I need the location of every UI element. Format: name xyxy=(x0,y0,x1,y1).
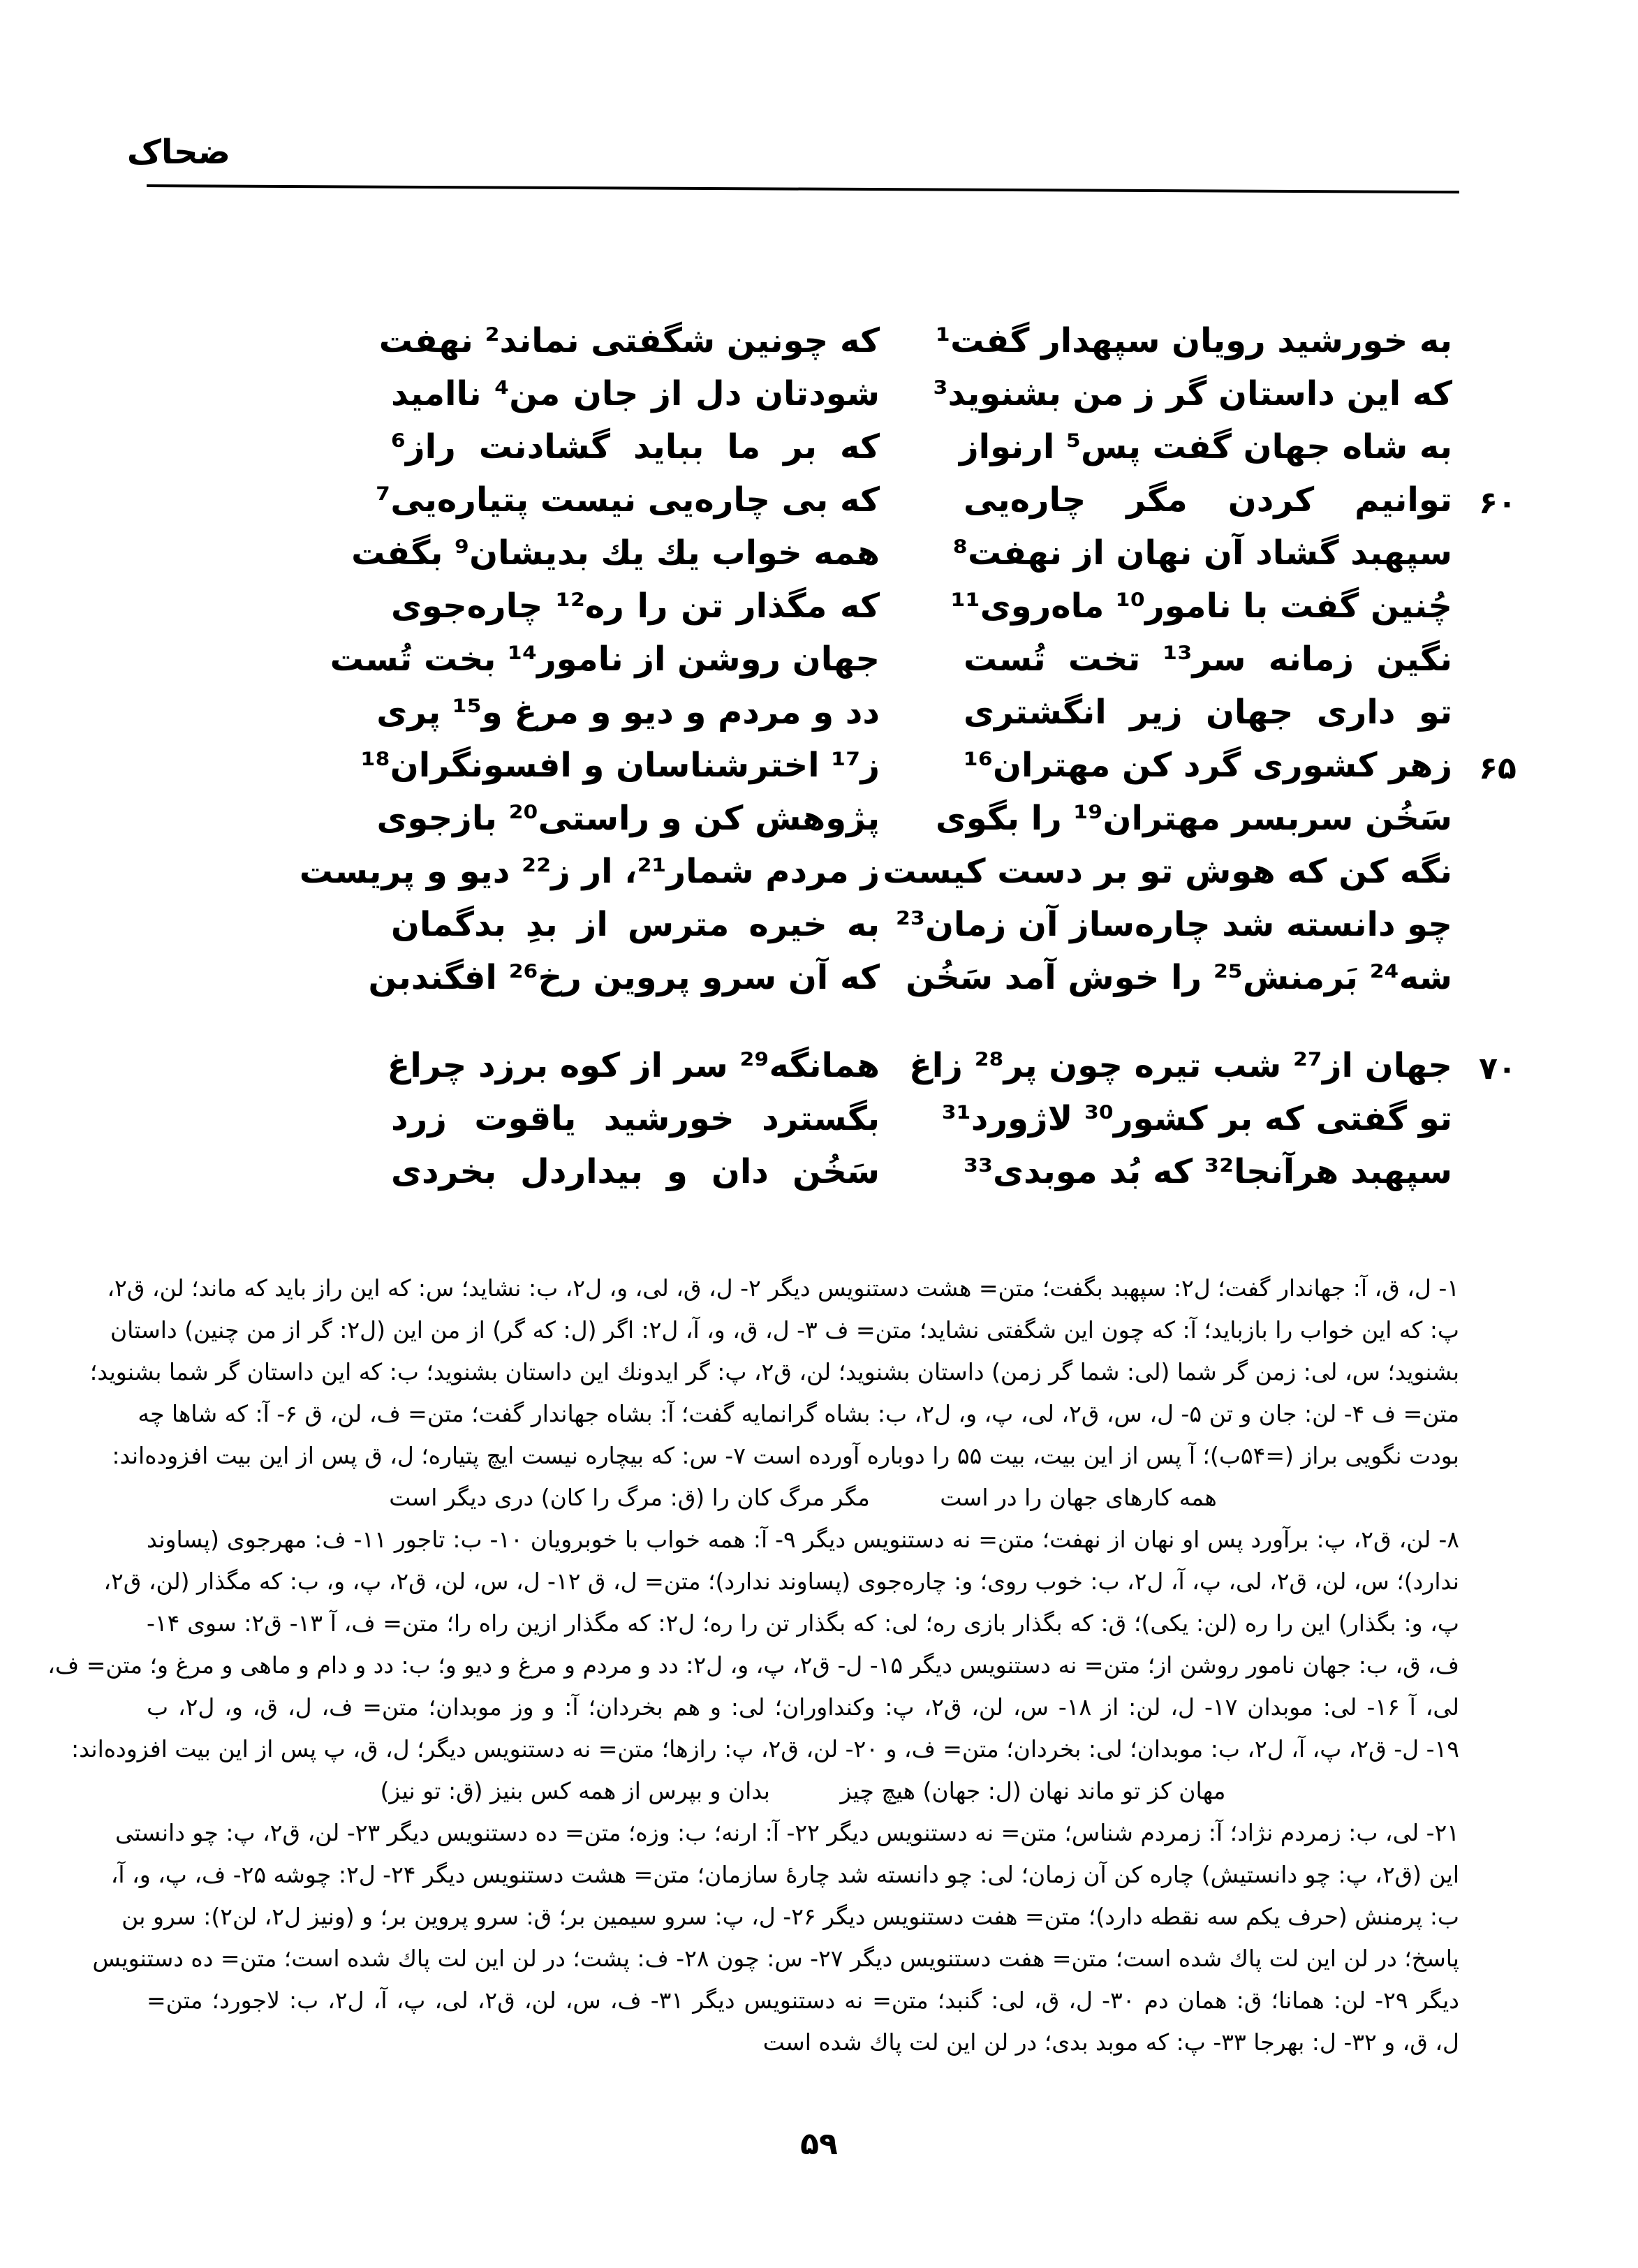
header-rule xyxy=(147,184,1459,193)
footnote-line: ف، ق، ب: جهان نامور روشن از؛ متن= نه دستنویس دیگر ۱۵- ل- ق۲، پ، و، ل۲: دد و مردم و مرغ و دیو و؛ ب: دد و دام و ماهی و مرغ و؛ متن= ف، xyxy=(47,1651,1459,1679)
hemistich-second: که آن سرو پروین رخ²⁶ افگندبن xyxy=(368,958,880,997)
inserted-verse-second: بدان و بپرس از همه کس بنیز (ق: تو نیز) xyxy=(380,1777,770,1804)
footnote-line: ۱- ل، ق، آ: جهاندار گفت؛ ل۲: سپهبد بگفت؛ متن= هشت دستنویس دیگر ۲- ل، ق، لی، و، ل۲، ب: نشاید؛ س: که این راز باید که ماند؛ لن، ق۲، xyxy=(107,1274,1459,1302)
beyt-row xyxy=(237,526,1452,580)
footnote-line: پاسخ؛ در لن این لت پاك شده است؛ متن= هفت دستنویس دیگر ۲۷- س: چون ۲۸- ف: پشت؛ در لن این لت پاك شده است؛ متن= ده دستنویس xyxy=(92,1945,1459,1972)
hemistich-first: تو داری جهان زیر انگشتری xyxy=(964,693,1452,732)
inserted-verse-first: همه کارهای جهان را در است xyxy=(940,1484,1217,1511)
hemistich-second: شودتان دل از جان من⁴ ناامید xyxy=(391,374,880,413)
footnote-line: بودت نگویی براز (=۵۴ب)؛ آ پس از این بیت، بیت ۵۵ را دوباره آورده است ۷- س: که بیچاره نیست ایچ پتیاره؛ ل، ق پس از این بیت افزوده‌اند: xyxy=(112,1442,1459,1469)
line-number: ۶۵ xyxy=(1479,751,1517,786)
footnote-line: ۲۱- لی، ب: زمردم نژاد؛ آ: زمردم شناس؛ متن= نه دستنویس دیگر ۲۲- آ: ارنه؛ ب: وزه؛ متن= ده دستنویس دیگر ۲۳- لن، ق۲، پ: چو دانستی xyxy=(115,1819,1459,1846)
inserted-verse-first: مهان کز تو ماند نهان (ل: جهان) هیچ چیز xyxy=(840,1777,1226,1804)
footnote-line: دیگر ۲۹- لن: همانا؛ ق: همان دم ۳۰- ل، ق، لی: گنبد؛ متن= نه دستنویس دیگر ۳۱- ف، س، لن، ق۲، لی، پ، آ، ل۲، ب: لاجورد؛ متن= xyxy=(147,1987,1459,2014)
hemistich-first: چو دانسته شد چاره‌ساز آن زمان²³ xyxy=(895,905,1452,944)
footnote-line: این (ق۲، پ: چو دانستیش) چاره کن آن زمان؛ لی: چو دانسته شد چارهٔ سازمان؛ متن= هشت دستنویس دیگر ۲۴- ل۲: چوشه ۲۵- ف، پ، و، آ، xyxy=(110,1861,1459,1888)
hemistich-first: جهان از²⁷ شب تیره چون پر²⁸ زاغ xyxy=(909,1046,1452,1085)
footnote-inserted-verse xyxy=(147,1477,1459,1519)
hemistich-second: به خیره مترس از بدِ بدگمان xyxy=(391,905,880,944)
beyt-row xyxy=(237,845,1452,898)
inserted-verse-second: مگر مرگ کان را (ق: مرگ را کان) دری دیگر است xyxy=(389,1484,870,1511)
beyt-row xyxy=(237,1092,1452,1145)
beyt-row xyxy=(237,367,1452,420)
stanza xyxy=(237,314,1517,1004)
stanza-gap xyxy=(237,1004,1452,1039)
beyt-row xyxy=(237,739,1517,792)
hemistich-second: بگسترد خورشید یاقوت زرد xyxy=(391,1099,880,1138)
beyt-row xyxy=(237,473,1517,526)
hemistich-first: که این داستان گر ز من بشنوید³ xyxy=(933,374,1452,413)
hemistich-second: که مگذار تن را ره¹² چاره‌جوی xyxy=(391,587,880,626)
beyt-row xyxy=(237,686,1452,739)
footnote-line: ۸- لن، ق۲، پ: برآورد پس او نهان از نهفت؛ متن= نه دستنویس دیگر ۹- آ: همه خواب با خوبرویان ۱۰- ب: تاجور ۱۱- ف: مهرجوی (پساوند xyxy=(147,1526,1459,1553)
hemistich-second: همه خواب یك یك بدیشان⁹ بگفت xyxy=(351,533,880,573)
footnote-line: ل، ق، و ۳۲- ل: بهرجا ۳۳- پ: که موبد بدی؛ در لن این لت پاك شده است xyxy=(762,2028,1459,2056)
hemistich-second: سَخُن دان و بیداردل بخردی xyxy=(391,1152,880,1191)
beyt-row xyxy=(237,898,1452,951)
hemistich-first: توانیم کردن مگر چاره‌یی xyxy=(964,480,1452,520)
beyt-row xyxy=(237,314,1452,367)
line-number: ۶۰ xyxy=(1479,485,1517,521)
beyt-row xyxy=(237,1039,1517,1092)
hemistich-first: نگین زمانه سر¹³ تخت تُست xyxy=(964,640,1453,679)
footnote-line: متن= ف ۴- لن: جان و تن ۵- ل، س، ق۲، لی، پ، و، ل۲، ب: بشاه گرانمایه گفت؛ آ: بشاه جهاندار گفت؛ متن= ف، لن، ق ۶- آ: که شاها چه xyxy=(138,1400,1459,1427)
footnote-line: ب: پرمنش (حرف یکم سه نقطه دارد)؛ متن= هفت دستنویس دیگر ۲۶- ل، پ: سرو سیمین بر؛ ق: سرو پروین بر؛ و (ونیز ل۲، لن۲): سرو بن xyxy=(121,1903,1459,1930)
footnote-line: لی، آ ۱۶- لی: موبدان ۱۷- ل، لن: از ۱۸- س، لن، ق۲، پ: وکنداوران؛ لی: و هم بخردان؛ آ: و وز موبدان؛ متن= ف، ل، ق، و، ل۲، ب xyxy=(147,1693,1459,1721)
hemistich-second: همانگه²⁹ سر از کوه برزد چراغ xyxy=(387,1046,880,1085)
hemistich-first: سپهبد هرآنجا³² که بُد موبدی³³ xyxy=(964,1152,1452,1191)
hemistich-second: که بر ما بباید گشادنت راز⁶ xyxy=(391,427,880,466)
hemistich-second: که چونین شگفتی نماند² نهفت xyxy=(378,321,880,360)
hemistich-first: نگه کن که هوش تو بر دست کیست xyxy=(883,852,1452,891)
hemistich-first: چُنین گفت با نامور¹⁰ ماه‌روی¹¹ xyxy=(950,587,1452,626)
beyt-row xyxy=(237,420,1452,473)
hemistich-first: شه²⁴ بَرمنش²⁵ را خوش آمد سَخُن xyxy=(906,958,1452,997)
verse-section xyxy=(237,314,1517,1198)
hemistich-second: پژوهش کن و راستی²⁰ بازجوی xyxy=(376,799,880,838)
footnote-line: بشنوید؛ س، لی: زمن گر شما (لی: شما گر زمن) داستان بشنوید؛ لن، ق۲، پ: گر ایدونك این داستان بشنوید؛ ب: که این داستان گر شما بشنوید؛ xyxy=(89,1358,1459,1385)
beyt-row xyxy=(237,792,1452,845)
hemistich-first: زهر کشوری گرد کن مهتران¹⁶ xyxy=(964,746,1452,785)
hemistich-first: به شاه جهان گفت پس⁵ ارنواز xyxy=(959,427,1452,466)
hemistich-second: ز¹⁷ اخترشناسان و افسونگران¹⁸ xyxy=(360,746,880,785)
footnote-line: ندارد)؛ س، لن، ق۲، لی، پ، آ، ل۲، ب: خوب روی؛ و: چاره‌جوی (پساوند ندارد)؛ متن= ل، ق ۱۲- ل، س، لن، ق۲، پ، و، ب: که مگذار (لن، ق۲، xyxy=(103,1568,1459,1595)
footnote-line: ۱۹- ل- ق۲، پ، آ، ل۲، ب: موبدان؛ لی: بخردان؛ متن= ف، و ۲۰- لن، ق۲، پ: رازها؛ متن= نه دستنویس دیگر؛ ل، ق، پ پس از این بیت افزوده‌اند: xyxy=(71,1735,1459,1762)
beyt-row xyxy=(237,951,1452,1004)
hemistich-second: ز مردم شمار²¹، ار ز²² دیو و پریست xyxy=(299,852,880,891)
hemistich-first: سَخُن سربسر مهتران¹⁹ را بگوی xyxy=(935,799,1452,838)
hemistich-second: که بی چاره‌یی نیست پتیاره‌یی⁷ xyxy=(376,480,880,520)
running-header-title: ضحاک xyxy=(126,133,230,172)
stanza xyxy=(237,1039,1517,1198)
hemistich-second: جهان روشن از نامور¹⁴ بخت تُست xyxy=(330,640,880,679)
beyt-row xyxy=(237,580,1452,633)
hemistich-first: تو گفتی که بر کشور³⁰ لاژورد³¹ xyxy=(941,1099,1452,1138)
footnote-line: پ، و: بگذار) این را ره (لن: یکی)؛ ق: که بگذار بازی ره؛ لی: که بگذار تن را ره؛ ل۲: که مگذار ازین راه را؛ متن= ف، آ ۱۳- ق۲: سوی ۱۴- xyxy=(147,1610,1459,1637)
line-number: ۷۰ xyxy=(1479,1051,1517,1087)
footnote-line: پ: که این خواب را بازباید؛ آ: که چون این شگفتی نشاید؛ متن= ف ۳- ل، ق، و، آ، ل۲: اگر (ل: که گر) از من این (ل۲: گر از من چنین) داستان xyxy=(110,1316,1459,1343)
page-number: ۵۹ xyxy=(800,2126,838,2162)
hemistich-second: دد و مردم و دیو و مرغ و¹⁵ پری xyxy=(376,693,880,732)
hemistich-first: به خورشید رویان سپهدار گفت¹ xyxy=(936,321,1452,360)
footnote-inserted-verse xyxy=(147,1770,1459,1812)
beyt-row xyxy=(237,1145,1452,1198)
footnotes-section xyxy=(47,1267,1459,2063)
beyt-row xyxy=(237,633,1452,686)
hemistich-first: سپهبد گشاد آن نهان از نهفت⁸ xyxy=(952,533,1452,573)
